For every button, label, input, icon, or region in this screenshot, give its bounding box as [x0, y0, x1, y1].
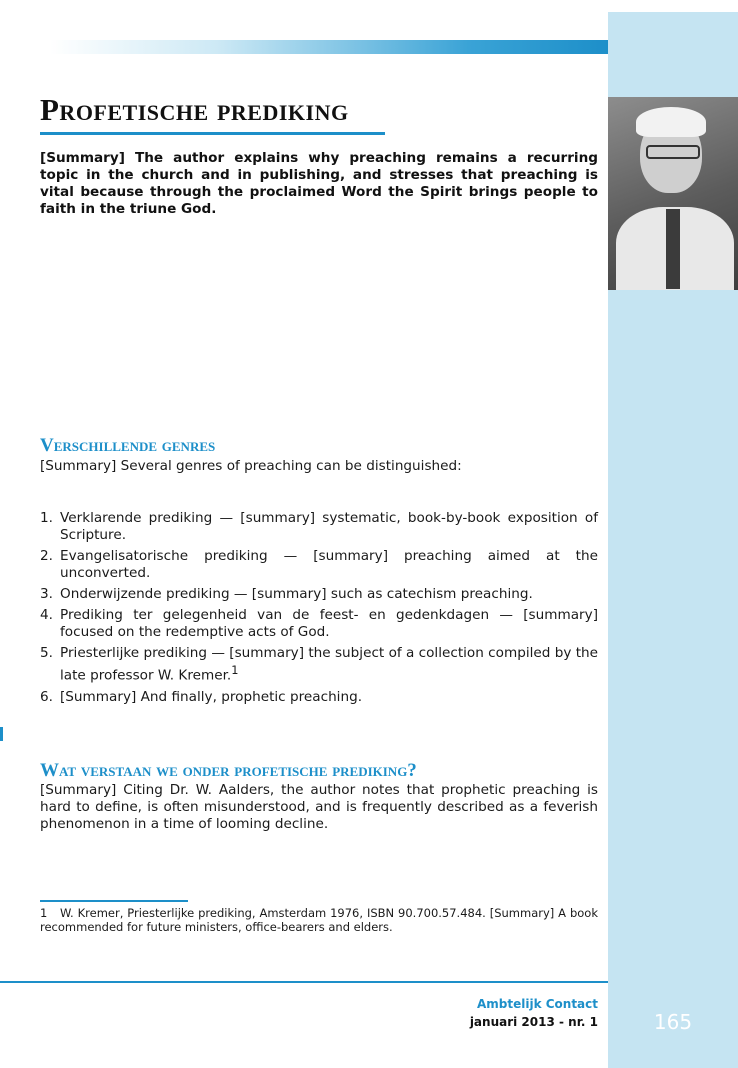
- list-item: [40, 510, 598, 544]
- genres-list: [40, 510, 598, 710]
- footnote-reference[interactable]: 1: [231, 663, 239, 677]
- author-photo: [608, 97, 738, 290]
- list-item: [40, 645, 598, 685]
- list-item: [40, 689, 598, 706]
- list-item-text: Verklarende prediking — [summary] systematic, book-by-book exposition of Scripture.: [60, 510, 598, 543]
- article-intro: [Summary] The author explains why preaching remains a recurring topic in the church and in publishing, and stresses that preaching is vital because through the proclaimed Word the Spirit brings people to faith in the triune God.: [40, 150, 598, 217]
- footnote-text: W. Kremer, Priesterlijke prediking, Amsterdam 1976, ISBN 90.700.57.484. [Summary] A book recommended for future ministers, office-bearers and elders.: [40, 906, 598, 934]
- article-title: Profetische prediking: [40, 92, 385, 135]
- list-item-text: Onderwijzende prediking — [summary] such as catechism preaching.: [60, 586, 533, 602]
- section-heading-prophetic: Wat verstaan we onder profetische prediking?: [40, 760, 417, 781]
- prophetic-paragraph: [Summary] Citing Dr. W. Aalders, the author notes that prophetic preaching is hard to define, is often misunderstood, and is frequently described as a feverish phenomenon in a time of looming decline.: [40, 782, 598, 832]
- header-gradient-bar: [50, 40, 608, 54]
- list-item-text: Evangelisatorische prediking — [summary] preaching aimed at the unconverted.: [60, 548, 598, 581]
- author-photo-glasses: [646, 145, 700, 159]
- page-number: 165: [653, 1010, 693, 1034]
- footnote-divider: [40, 900, 188, 902]
- list-item-number: 1.: [40, 510, 53, 526]
- list-item-number: 3.: [40, 586, 53, 602]
- footer-divider: [0, 981, 608, 983]
- list-item-text: Prediking ter gelegenheid van de feest- en gedenkdagen — [summary] focused on the redemptive acts of God.: [60, 607, 598, 640]
- list-item-text: Priesterlijke prediking — [summary] the subject of a collection compiled by the late professor W. Kremer.: [60, 645, 599, 684]
- list-item: [40, 548, 598, 582]
- genres-intro: [Summary] Several genres of preaching can be distinguished:: [40, 458, 462, 474]
- footnote-number: 1: [40, 906, 48, 920]
- margin-marker: [0, 727, 3, 741]
- list-item-number: 6.: [40, 688, 53, 705]
- list-item-text: [Summary] And finally, prophetic preaching.: [60, 688, 363, 705]
- list-item: [40, 607, 598, 641]
- author-photo-tie: [666, 209, 680, 289]
- section-heading-genres: Verschillende genres: [40, 435, 216, 456]
- list-item-number: 2.: [40, 548, 53, 564]
- list-item-number: 4.: [40, 607, 53, 623]
- author-photo-hair: [636, 107, 706, 137]
- footnote: [40, 906, 598, 934]
- list-item-number: 5.: [40, 645, 53, 661]
- list-item: [40, 586, 598, 603]
- journal-name: Ambtelijk Contact: [476, 997, 598, 1011]
- issue-info: januari 2013 - nr. 1: [469, 1015, 598, 1029]
